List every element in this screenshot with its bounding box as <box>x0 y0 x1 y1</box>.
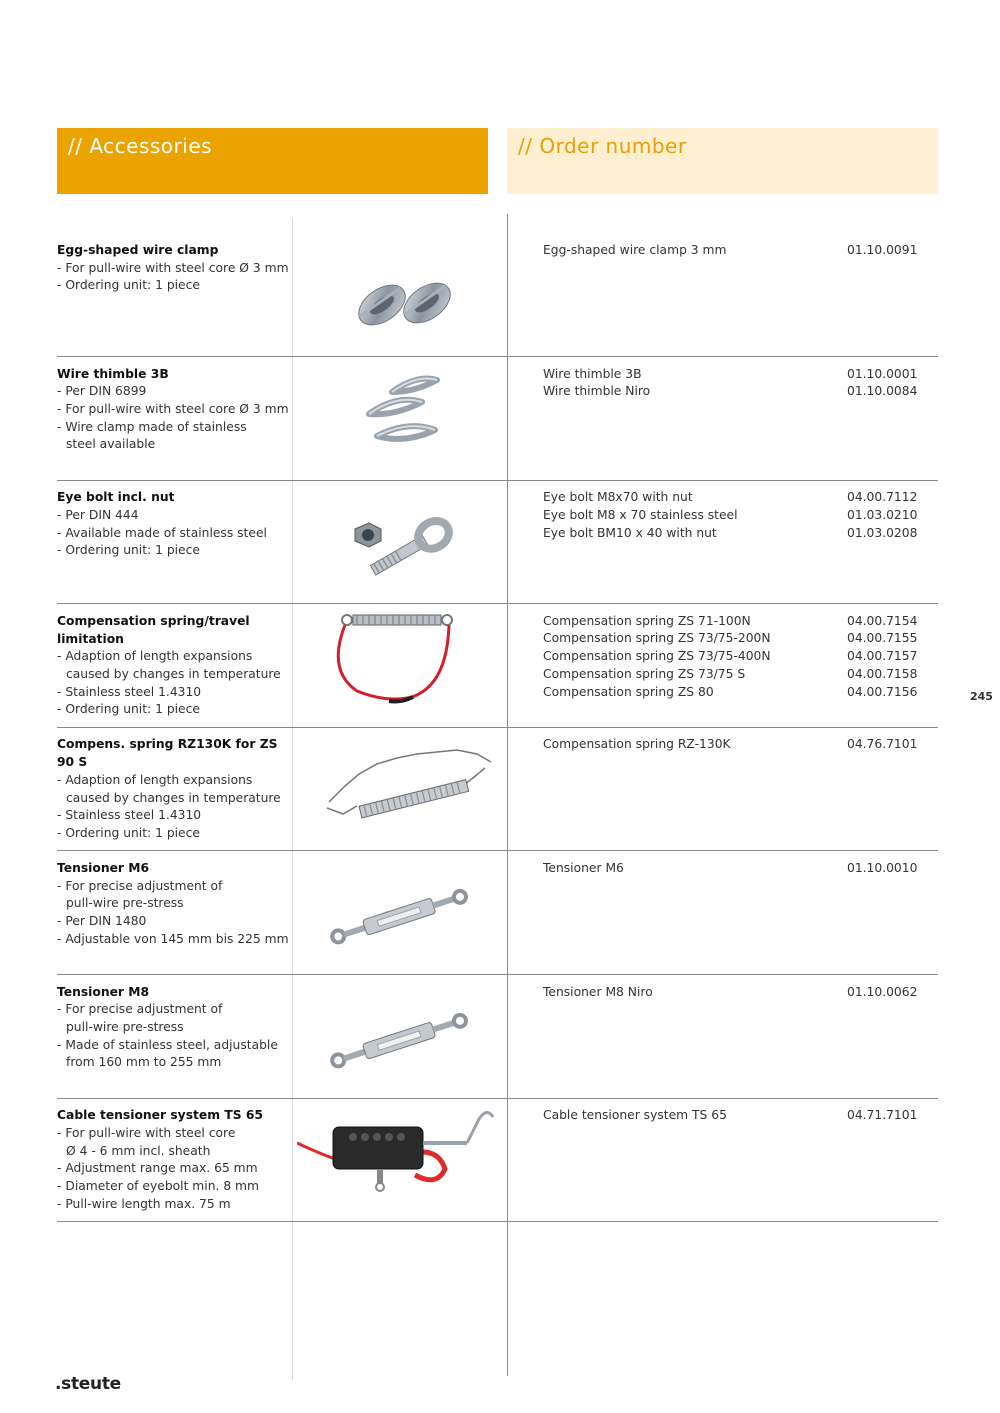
order-item <box>543 736 933 754</box>
order-item <box>543 1107 933 1125</box>
order-list <box>543 984 933 1002</box>
tensioner-m8-image <box>297 982 502 1088</box>
product-feature-line: - For pull-wire with steel core <box>57 1125 236 1140</box>
product-feature-line: - Available made of stainless steel <box>57 525 267 540</box>
product-feature-line: - Diameter of eyebolt min. 8 mm <box>57 1179 260 1193</box>
order-item <box>543 684 933 702</box>
product-feature-line: - Adjustable von 145 mm bis 225 mm <box>57 931 289 946</box>
product-description <box>57 366 297 455</box>
page-number: 245 <box>970 690 993 703</box>
table-row <box>57 1097 938 1222</box>
order-item <box>543 613 933 631</box>
order-item-name: Eye bolt M8x70 with nut <box>543 490 693 505</box>
product-description <box>57 489 297 560</box>
order-item <box>543 366 933 384</box>
eye-bolt-image <box>297 487 502 593</box>
product-title: Tensioner M8 <box>57 984 150 999</box>
order-item <box>543 984 933 1002</box>
order-item <box>543 666 933 684</box>
order-item-name: Compensation spring ZS 80 <box>543 684 714 699</box>
order-item-number: 04.76.7101 <box>847 737 918 752</box>
product-feature-line: - Made of stainless steel, adjustable <box>57 1037 278 1052</box>
order-item-name: Egg-shaped wire clamp 3 mm <box>543 243 727 257</box>
product-feature-line: caused by changes in temperature <box>66 790 281 805</box>
table-row <box>57 850 938 975</box>
product-feature-line: - Wire clamp made of stainless <box>57 419 247 434</box>
product-feature-line: - Adjustment range max. 65 mm <box>57 1161 258 1176</box>
table-row <box>57 974 938 1099</box>
order-list <box>543 613 933 701</box>
order-item-number: 01.10.0091 <box>847 243 918 257</box>
product-description <box>57 242 297 295</box>
order-item <box>543 242 933 260</box>
order-item-name: Wire thimble 3B <box>543 366 642 381</box>
product-description <box>57 860 297 949</box>
steute-logo: .steute <box>55 1374 121 1394</box>
product-feature-line: - Per DIN 444 <box>57 507 139 522</box>
compensation-spring-image <box>297 611 502 717</box>
tensioner-m6-image <box>297 858 502 964</box>
product-feature-line: steel available <box>66 437 156 452</box>
product-feature-line: - Adaption of length expansions <box>57 772 253 787</box>
order-item-name: Compensation spring ZS 73/75 S <box>543 666 746 681</box>
product-feature-line: - Stainless steel 1.4310 <box>57 684 202 699</box>
wire-thimble-image <box>297 364 502 470</box>
order-item <box>543 630 933 648</box>
order-item-number: 04.00.7157 <box>847 649 918 664</box>
order-item-number: 01.10.0084 <box>847 384 918 399</box>
order-item-name: Eye bolt M8 x 70 stainless steel <box>543 507 738 522</box>
product-title: Tensioner M6 <box>57 861 150 875</box>
product-feature-line: caused by changes in temperature <box>66 666 281 681</box>
product-title: Compensation spring/travel limitation <box>57 613 250 646</box>
accessories-header: // Accessories <box>57 128 488 194</box>
order-list <box>543 489 933 542</box>
order-item-number: 04.00.7158 <box>847 666 918 681</box>
product-feature-line: - Adaption of length expansions <box>57 649 253 664</box>
product-description <box>57 984 297 1073</box>
product-feature-line: - For pull-wire with steel core Ø 3 mm <box>57 402 289 416</box>
product-description <box>57 613 297 719</box>
table-row <box>57 726 938 851</box>
product-description <box>57 736 297 842</box>
order-item-number: 01.10.0001 <box>847 366 918 381</box>
order-item-name: Compensation spring RZ-130K <box>543 737 731 752</box>
product-feature-line: - Ordering unit: 1 piece <box>57 543 200 558</box>
product-title: Wire thimble 3B <box>57 366 169 381</box>
order-item-number: 01.03.0208 <box>847 525 918 540</box>
product-feature-line: - Ordering unit: 1 piece <box>57 278 200 293</box>
product-title: Egg-shaped wire clamp <box>57 243 219 257</box>
order-item-number: 01.03.0210 <box>847 507 918 522</box>
order-list <box>543 860 933 878</box>
cable-tensioner-image <box>297 1105 502 1211</box>
product-feature-line: - For precise adjustment of <box>57 878 223 893</box>
product-feature-line: from 160 mm to 255 mm <box>66 1055 222 1070</box>
order-item-number: 04.00.7156 <box>847 684 918 699</box>
order-item <box>543 507 933 525</box>
product-feature-line: - Per DIN 1480 <box>57 914 147 929</box>
product-title: Cable tensioner system TS 65 <box>57 1108 263 1123</box>
order-item-name: Compensation spring ZS 73/75-400N <box>543 649 771 664</box>
order-item-number: 04.00.7154 <box>847 613 918 628</box>
table-row <box>57 232 938 357</box>
product-feature-line: - For precise adjustment of <box>57 1002 223 1017</box>
product-title: Eye bolt incl. nut <box>57 490 175 505</box>
order-list <box>543 366 933 401</box>
table-row <box>57 603 938 728</box>
product-feature-line: Ø 4 - 6 mm incl. sheath <box>66 1143 211 1158</box>
product-feature-line: - Per DIN 6899 <box>57 384 147 399</box>
table-row <box>57 356 938 481</box>
order-item-name: Wire thimble Niro <box>543 384 651 399</box>
order-item <box>543 860 933 878</box>
order-item-name: Cable tensioner system TS 65 <box>543 1108 727 1123</box>
order-item-number: 01.10.0010 <box>847 861 918 875</box>
order-list <box>543 242 933 260</box>
order-item-number: 04.71.7101 <box>847 1108 918 1123</box>
chain-spring-image <box>297 734 502 840</box>
egg-clamp-image <box>297 240 502 346</box>
order-item-name: Tensioner M6 <box>543 861 624 875</box>
order-item-name: Compensation spring ZS 73/75-200N <box>543 631 771 646</box>
order-item <box>543 489 933 507</box>
product-feature-line: - Pull-wire length max. 75 m <box>57 1196 231 1211</box>
order-item-name: Compensation spring ZS 71-100N <box>543 613 751 628</box>
order-item-number: 01.10.0062 <box>847 984 918 999</box>
order-item <box>543 525 933 543</box>
table-row <box>57 479 938 604</box>
product-feature-line: - Stainless steel 1.4310 <box>57 808 202 823</box>
product-feature-line: pull-wire pre-stress <box>66 1020 184 1034</box>
order-list <box>543 736 933 754</box>
product-feature-line: pull-wire pre-stress <box>66 896 184 911</box>
order-item <box>543 383 933 401</box>
order-item <box>543 648 933 666</box>
product-feature-line: - Ordering unit: 1 piece <box>57 702 200 717</box>
product-description <box>57 1107 297 1213</box>
order-item-number: 04.00.7112 <box>847 490 918 505</box>
order-item-name: Eye bolt BM10 x 40 with nut <box>543 525 717 540</box>
product-feature-line: - For pull-wire with steel core Ø 3 mm <box>57 260 289 275</box>
order-item-name: Tensioner M8 Niro <box>543 984 653 999</box>
product-title: Compens. spring RZ130K for ZS 90 S <box>57 737 278 770</box>
order-number-header: // Order number <box>507 128 938 194</box>
product-feature-line: - Ordering unit: 1 piece <box>57 825 200 840</box>
order-list <box>543 1107 933 1125</box>
order-item-number: 04.00.7155 <box>847 631 918 646</box>
